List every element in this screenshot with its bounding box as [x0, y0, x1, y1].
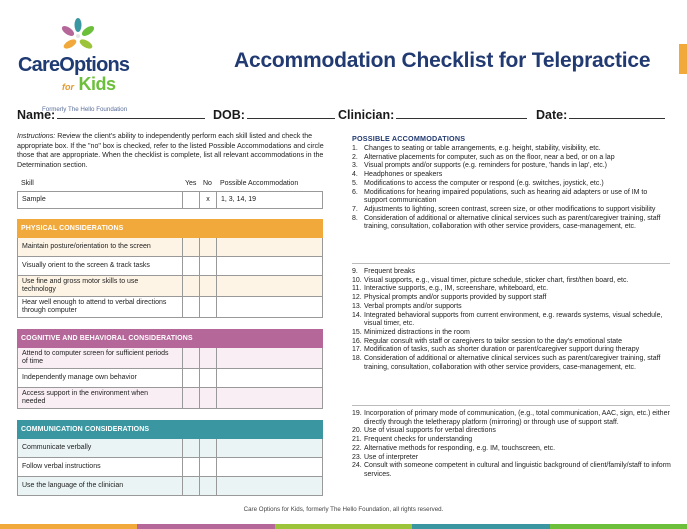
accommodation-list-physical — [352, 145, 672, 232]
accommodation-number: 14. — [352, 311, 362, 319]
accommodation-text: Consult with someone competent in cultural and linguistic background of client/family/staff to inform services. — [364, 462, 671, 478]
instructions — [17, 132, 327, 171]
accommodation-number: 9. — [352, 268, 358, 275]
accommodation-item — [352, 436, 672, 445]
divider — [352, 263, 670, 264]
logo-for: for — [62, 82, 74, 92]
col-skill: Skill — [21, 180, 34, 187]
accommodation-item — [352, 171, 672, 180]
accommodation-cell[interactable] — [216, 238, 322, 256]
accommodation-item — [352, 338, 672, 347]
accommodation-text: Incorporation of primary mode of communication, (e.g., total communication, AAC, sign, etc.) either directly through the teletherapy platform (mirroring) or through use of support staff. — [364, 410, 670, 426]
accommodation-number: 4. — [352, 171, 358, 179]
accommodation-number: 23. — [352, 453, 362, 461]
dob-label: DOB: — [213, 108, 245, 122]
dob-line[interactable] — [247, 108, 335, 119]
bottom-color-bar — [0, 524, 687, 529]
accommodation-item — [352, 162, 672, 171]
yes-checkbox[interactable] — [182, 477, 199, 495]
table-row — [17, 477, 323, 496]
yes-checkbox[interactable] — [182, 276, 199, 296]
header-fields — [17, 108, 671, 124]
sample-skill: Sample — [22, 196, 46, 203]
col-no: No — [203, 180, 212, 187]
accommodation-number: 8. — [352, 214, 358, 222]
table-row — [17, 439, 323, 458]
bar-segment — [275, 524, 412, 529]
sample-accommodation-cell — [216, 192, 322, 208]
skill-label: Hear well enough to attend to verbal directions through computer — [22, 299, 167, 315]
clinician-field[interactable] — [338, 108, 527, 122]
date-line[interactable] — [569, 108, 665, 119]
no-checkbox[interactable] — [199, 348, 216, 368]
name-line[interactable] — [57, 108, 205, 119]
accommodation-item — [352, 180, 672, 189]
skill-label: Attend to computer screen for sufficient periods of time — [22, 350, 169, 366]
no-checkbox[interactable] — [199, 458, 216, 476]
accommodation-number: 17. — [352, 346, 362, 354]
accommodation-cell[interactable] — [216, 388, 322, 408]
bar-segment — [0, 524, 137, 529]
skill-label: Use the language of the clinician — [22, 482, 124, 489]
divider — [352, 405, 670, 406]
no-checkbox[interactable] — [199, 369, 216, 387]
no-checkbox[interactable] — [199, 388, 216, 408]
accommodation-cell[interactable] — [216, 257, 322, 275]
skill-label: Access support in the environment when needed — [22, 390, 149, 406]
accommodation-item — [352, 268, 672, 277]
accommodation-number: 18. — [352, 355, 362, 363]
section-title: COGNITIVE AND BEHAVIORAL CONSIDERATIONS — [17, 329, 323, 348]
bar-segment — [550, 524, 687, 529]
date-field[interactable] — [536, 108, 665, 122]
accommodation-item — [352, 427, 672, 436]
sample-accommodation: 1, 3, 14, 19 — [221, 196, 257, 203]
col-possible: Possible Accommodation — [220, 180, 299, 187]
accommodation-text: Visual prompts and/or supports (e.g. reminders for posture, 'hands in lap', etc.) — [364, 162, 607, 170]
accommodation-number: 24. — [352, 462, 362, 470]
accommodation-cell[interactable] — [216, 276, 322, 296]
section-cognitive — [17, 329, 323, 409]
accommodation-number: 7. — [352, 205, 358, 213]
accommodation-item — [352, 189, 672, 206]
accommodation-text: Minimized distractions in the room — [364, 328, 470, 336]
table-row — [17, 238, 323, 257]
accommodation-cell[interactable] — [216, 458, 322, 476]
sample-yes-cell — [182, 192, 199, 208]
section-physical — [17, 219, 323, 318]
footer-copyright: Care Options for Kids, formerly The Hello Foundation, all rights reserved. — [243, 506, 444, 513]
no-checkbox[interactable] — [199, 276, 216, 296]
accommodation-number: 16. — [352, 337, 362, 345]
skill-label: Communicate verbally — [22, 444, 92, 451]
accommodation-number: 19. — [352, 410, 362, 417]
accommodation-number: 3. — [352, 162, 358, 170]
yes-checkbox[interactable] — [182, 238, 199, 256]
yes-checkbox[interactable] — [182, 388, 199, 408]
col-yes: Yes — [185, 180, 197, 187]
no-checkbox[interactable] — [199, 257, 216, 275]
accommodation-item — [352, 303, 672, 312]
accommodation-text: Alternative methods for responding, e.g. IM, touchscreen, etc. — [364, 444, 556, 452]
accommodation-text: Integrated behavioral supports from current environment, e.g. rewards systems, visual schedule, visual timer, etc. — [364, 311, 663, 328]
accommodation-number: 22. — [352, 444, 362, 452]
no-checkbox[interactable] — [199, 238, 216, 256]
table-row — [17, 276, 323, 297]
date-label: Date: — [536, 108, 568, 122]
logo-wordmark: CareOptions — [18, 54, 130, 76]
table-row — [17, 348, 323, 369]
skill-label: Follow verbal instructions — [22, 463, 101, 470]
yes-checkbox[interactable] — [182, 297, 199, 317]
accommodation-text: Frequent checks for understanding — [364, 436, 473, 444]
accommodation-text: Physical prompts and/or supports provided by support staff — [364, 294, 547, 302]
accommodation-cell[interactable] — [216, 297, 322, 317]
accommodation-text: Interactive supports, e.g., IM, screenshare, whiteboard, etc. — [364, 285, 549, 293]
accommodation-number: 6. — [352, 188, 358, 196]
no-checkbox[interactable] — [199, 477, 216, 495]
yes-checkbox[interactable] — [182, 348, 199, 368]
page-title: Accommodation Checklist for Telepractice — [234, 49, 651, 72]
accommodation-text: Alternative placements for computer, such as on the floor, near a bed, or on a lap — [364, 153, 615, 161]
company-logo — [18, 16, 136, 113]
section-title: PHYSICAL CONSIDERATIONS — [17, 219, 323, 238]
accommodation-number: 20. — [352, 427, 362, 435]
accommodation-text: Consideration of additional or alternative clinical services such as parent/caregiver training, staff training, consultation, collaboration with other service providers, case-management, etc. — [364, 214, 661, 231]
accommodation-text: Use of visual supports for verbal directions — [364, 427, 496, 435]
accommodation-cell[interactable] — [216, 477, 322, 495]
yes-checkbox[interactable] — [182, 439, 199, 457]
accommodation-text: Consideration of additional or alternative clinical services such as parent/caregiver training, staff training, consultation, collaboration with other service providers, case-management, etc. — [364, 355, 661, 371]
no-checkbox[interactable] — [199, 439, 216, 457]
dob-field[interactable] — [213, 108, 335, 122]
accommodation-text: Modifications for hearing impaired populations, such as hearing aid adapters or use of IM to support communication — [364, 188, 648, 205]
accommodation-item — [352, 145, 672, 154]
bar-segment — [137, 524, 274, 529]
table-row — [17, 458, 323, 477]
accommodation-item — [352, 154, 672, 163]
table-row — [17, 297, 323, 318]
accommodation-cell[interactable] — [216, 439, 322, 457]
accommodation-text: Verbal prompts and/or supports — [364, 302, 462, 310]
clinician-label: Clinician: — [338, 108, 395, 122]
accommodation-number: 15. — [352, 328, 362, 336]
accommodation-item — [352, 462, 672, 479]
sample-no-cell — [199, 192, 216, 208]
accommodation-item — [352, 410, 672, 427]
table-row — [17, 369, 323, 388]
accommodation-number: 10. — [352, 276, 362, 284]
instructions-lead: Instructions: — [17, 132, 56, 140]
accommodation-list-communication — [352, 410, 672, 480]
accommodation-item — [352, 215, 672, 232]
accommodation-item — [352, 294, 672, 303]
accommodation-text: Modification of tasks, such as shorter duration or parent/caregiver support during therapy — [364, 346, 640, 354]
yes-checkbox[interactable] — [182, 458, 199, 476]
no-checkbox[interactable] — [199, 297, 216, 317]
logo-kids: Kids — [78, 74, 116, 94]
accommodation-number: 5. — [352, 179, 358, 187]
accommodation-item — [352, 329, 672, 338]
name-field[interactable] — [17, 108, 205, 122]
logo-kids-row — [62, 74, 115, 95]
section-title: COMMUNICATION CONSIDERATIONS — [17, 420, 323, 439]
accommodation-number: 12. — [352, 294, 362, 302]
accommodation-number: 1. — [352, 145, 358, 152]
accommodation-text: Visual supports, e.g., visual timer, picture schedule, sticker chart, first/then board, etc. — [364, 276, 629, 284]
accommodation-item — [352, 355, 672, 372]
accommodation-number: 2. — [352, 153, 358, 161]
accommodation-text: Frequent breaks — [364, 268, 415, 275]
bar-segment — [412, 524, 549, 529]
sample-no-mark: x — [206, 196, 210, 203]
accommodation-list-cognitive — [352, 268, 672, 372]
table-row — [17, 388, 323, 409]
flower-icon — [56, 16, 100, 56]
accommodation-text: Regular consult with staff or caregivers to tailor session to the day's emotional state — [364, 337, 623, 345]
accommodation-text: Adjustments to lighting, screen contrast, screen size, or other modifications to support visibility — [364, 205, 656, 213]
skill-label: Maintain posture/orientation to the screen — [22, 243, 151, 250]
clinician-line[interactable] — [396, 108, 527, 119]
accommodation-item — [352, 454, 672, 463]
skill-label: Use fine and gross motor skills to use technology — [22, 278, 139, 294]
accommodation-item — [352, 285, 672, 294]
logo-subtitle: Formerly The Hello Foundation — [42, 106, 128, 113]
yes-checkbox[interactable] — [182, 369, 199, 387]
possible-accommodations-title: POSSIBLE ACCOMMODATIONS — [352, 134, 466, 143]
decorative-tab — [679, 44, 687, 74]
instructions-body: Review the client's ability to independently perform each skill listed and check the appropriate box. If the "no" box is checked, refer to the listed Possible Accommodations and circle those that are appropriate. When the checklist is complete, list all relevant accommodations in the Determination section. — [17, 132, 324, 170]
yes-checkbox[interactable] — [182, 257, 199, 275]
accommodation-text: Use of interpreter — [364, 453, 419, 461]
accommodation-text: Changes to seating or table arrangements, e.g. height, stability, visibility, etc. — [364, 145, 601, 152]
accommodation-cell[interactable] — [216, 369, 322, 387]
accommodation-item — [352, 346, 672, 355]
section-communication — [17, 420, 323, 496]
accommodation-text: Modifications to access the computer or respond (e.g. switches, joystick, etc.) — [364, 179, 604, 187]
table-row — [17, 257, 323, 276]
accommodation-item — [352, 206, 672, 215]
accommodation-number: 13. — [352, 302, 362, 310]
accommodation-item — [352, 277, 672, 286]
sample-row — [17, 191, 323, 209]
accommodation-number: 21. — [352, 436, 362, 444]
accommodation-text: Headphones or speakers — [364, 171, 443, 179]
name-label: Name: — [17, 108, 56, 122]
skill-label: Visually orient to the screen & track tasks — [22, 262, 150, 269]
accommodation-cell[interactable] — [216, 348, 322, 368]
skill-label: Independently manage own behavior — [22, 374, 137, 381]
accommodation-item — [352, 312, 672, 329]
accommodation-number: 11. — [352, 285, 362, 293]
accommodation-item — [352, 445, 672, 454]
